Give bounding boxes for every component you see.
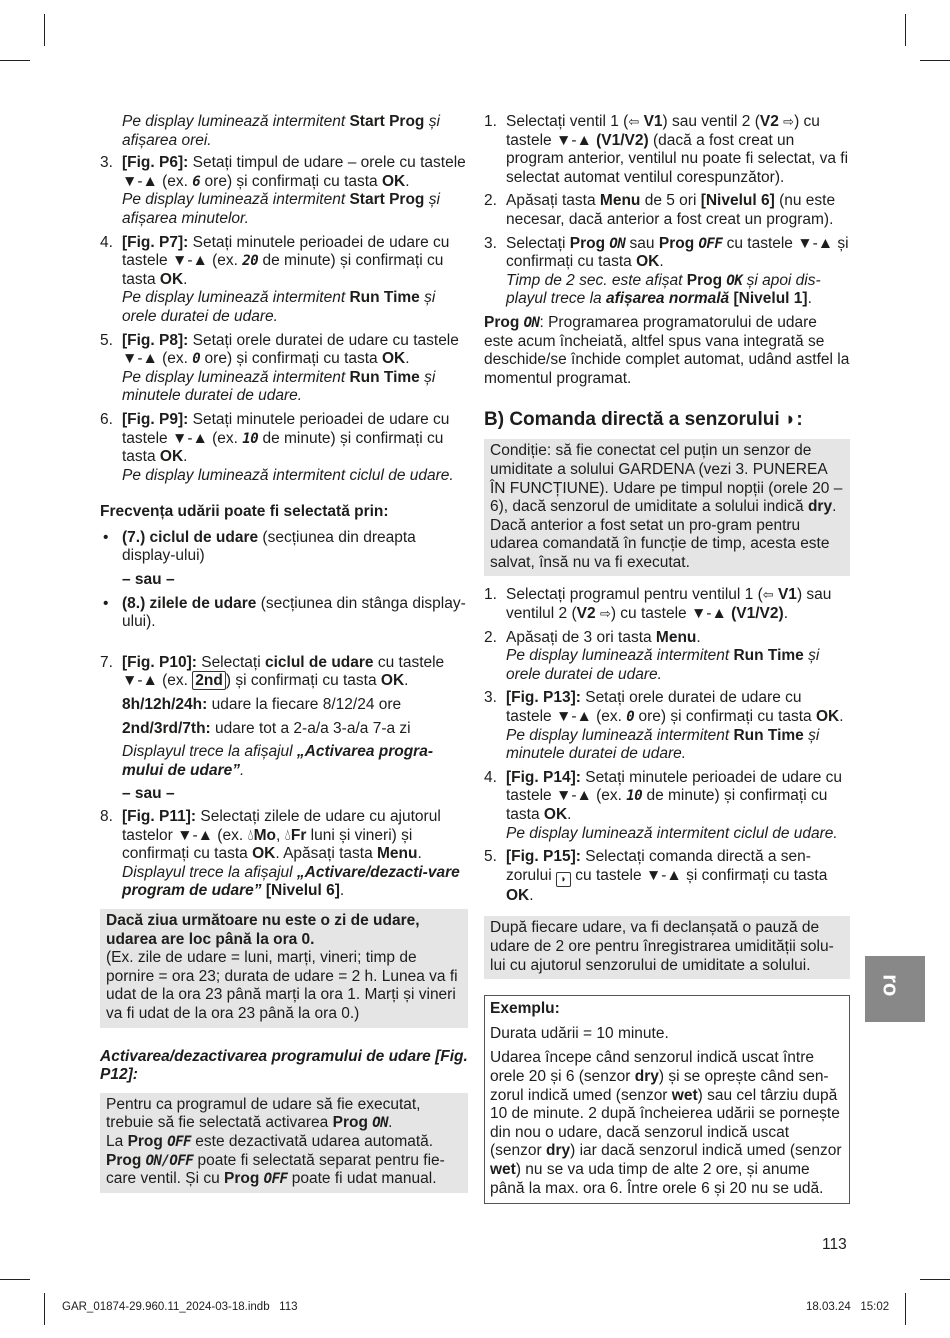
crop-mark (905, 14, 906, 46)
note-box-activation: Pentru ca programul de udare să fie executat, trebuie să fie selectată activarea Prog ON. La Prog OFF este dezactivată udarea automată. Prog ON/OFF poate fi selectată separat pentru fie-care ventil. Și cu Prog OFF poate fi udat manual. (100, 1093, 468, 1193)
sensor-button-icon: ◗ (556, 872, 571, 887)
sensor-step-4: 4. [Fig. P14]: Setați minutele perioadei de udare cu tastele ▼-▲ (ex. 10 de minute) și confirmați cu tasta OK. Pe display luminează intermitent ciclul de udare. (484, 768, 843, 842)
activation-heading: Activarea/dezactivarea programului de udare [Fig. P12]: (100, 1047, 468, 1084)
footer-date: 18.03.24 15:02 (806, 1301, 890, 1313)
bullet-days: • (8.) zilele de udare (secțiunea din stânga display-ului). (103, 594, 466, 631)
intro-note: Pe display luminează intermitent Start Prog și afișarea orei. (122, 113, 440, 149)
language-tab (865, 956, 925, 1022)
sensor-step-5: 5. [Fig. P15]: Selectați comanda directă a sen-zorului ◗ cu tastele ▼-▲ și confirmați cu tasta OK. (484, 848, 828, 904)
right-column (484, 113, 850, 1204)
step-4: 4. [Fig. P7]: Setați minutele perioadei de udare cu tastele ▼-▲ (ex. 20 de minute) și confirmați cu tasta OK. Pe display luminează intermitent Run Time și orele duratei de udare. (100, 233, 450, 325)
sensor-step-1: 1. Selectați programul pentru ventilul 1 (⇦ V1) sau ventilul 2 (V2 ⇨) cu tastele ▼-▲ (V1/V2). (484, 586, 832, 623)
or-separator: – sau – (122, 785, 175, 803)
crop-mark (920, 60, 950, 61)
valve-step-2: 2. Apăsați tasta Menu de 5 ori [Nivelul 6] (nu este necesar, dacă anterior a fost creat un program). (484, 192, 836, 228)
step-7: 7. [Fig. P10]: Selectați ciclul de udare cu tastele ▼-▲ (ex. 2nd ) și confirmați cu tasta OK. (100, 653, 445, 690)
drop-icon: 💧︎ (247, 826, 254, 844)
step-3: 3. [Fig. P6]: Setați timpul de udare – orele cu tastele ▼-▲ (ex. 6 ore) și confirmați cu tasta OK. Pe display luminează intermitent Start Prog și afișarea minutelor. (100, 154, 466, 227)
arrow-right-icon: ⇨ (599, 606, 611, 622)
note-box-midnight: Dacă ziua următoare nu este o zi de udare, udarea are loc până la ora 0. (Ex. zile de udare = luni, marți, vineri; timp de pornire = ora 23; durata de udare = 2 h. Lunea va fi udat de la ora 23 până marți la ora 1. Marți și vineri va fi udat de la ora 23 până la ora 0.) (100, 909, 468, 1028)
frequency-heading: Frecvența udării poate fi selectată prin: (100, 503, 389, 521)
option-days: 2nd/3rd/7th: udare tot a 2-a/a 3-a/a 7-a zi (122, 719, 411, 737)
crop-mark (0, 60, 30, 61)
left-column (100, 113, 468, 1193)
bullet-cycle: • (7.) ciclul de udare (secțiunea din dreapta display-ului) (103, 528, 416, 565)
valve-step-3: 3. Selectați Prog ON sau Prog OFF cu tastele ▼-▲ și confirmați cu tasta OK. Timp de 2 sec. este afișat Prog OK și apoi dis-playul trece la afișarea normală [Nivelul 1]. (484, 234, 849, 308)
footer-file: GAR_01874-29.960.11_2024-03-18.indb 113 (62, 1301, 298, 1313)
pause-note-box: După fiecare udare, va fi declanșată o pauză de udare de 2 ore pentru înregistrarea umidității solu-lui cu ajutorul senzorului de umiditate a solului. (484, 916, 850, 979)
crop-mark (44, 1293, 45, 1325)
sensor-step-3: 3. [Fig. P13]: Setați orele duratei de udare cu tastele ▼-▲ (ex. 0 ore) și confirmați cu tasta OK. Pe display luminează intermitent Run Time și minutele duratei de udare. (484, 689, 844, 763)
section-b-heading: B) Comanda directă a senzorului ◗: (484, 409, 803, 431)
display-note-7: Displayul trece la afișajul „Activarea progra-mului de udare”. (122, 743, 433, 779)
crop-mark (905, 1293, 906, 1325)
arrow-left-icon: ⇦ (762, 587, 774, 603)
sensor-icon: ◗ (784, 409, 797, 431)
arrow-right-icon: ⇨ (783, 114, 795, 129)
crop-mark (44, 14, 45, 46)
option-hours: 8h/12h/24h: udare la fiecare 8/12/24 ore (122, 696, 402, 714)
sensor-step-2: 2. Apăsați de 3 ori tasta Menu. Pe display luminează intermitent Run Time și orele duratei de udare. (484, 628, 820, 683)
page-number: 113 (822, 1236, 847, 1253)
condition-box: Condiție: să fie conectat cel puțin un senzor de umiditate a solului GARDENA (vezi 3. PUNEREA ÎN FUNCȚIUNE). Udare pe timpul nopții (orele 20 – 6), dacă senzorul de umiditate a solului indică dry. Dacă anterior a fost setat un pro-gram pentru udarea comandată în funcție de timp, acesta este salvat, însă nu va fi executat. (484, 439, 850, 576)
valve-step-1: 1. Selectați ventil 1 (⇦ V1) sau ventil 2 (V2 ⇨) cu tastele ▼-▲ (V1/V2) (dacă a fost creat un program anterior, ventilul nu poate fi selectat, va fi selectat automat ventilul corespunzător). (484, 113, 849, 186)
arrow-left-icon: ⇦ (628, 114, 640, 129)
step-8: 8. [Fig. P11]: Selectați zilele de udare cu ajutorul tastelor ▼-▲ (ex. 💧︎Mo, 💧︎Fr luni și vineri) și confirmați cu tasta OK. Apăsați tasta Menu. Displayul trece la afișajul „Activare/dezacti-vare program de udare” [Nivelul 6]. (100, 808, 460, 900)
or-separator: – sau – (122, 571, 175, 589)
prog-on-note: Prog ON: Programarea programatorului de udare este acum încheiată, altfel spus vana integrată se deschide/se închide complet automat, udând astfel la momentul programat. (484, 313, 850, 387)
step-6: 6. [Fig. P9]: Setați minutele perioadei de udare cu tastele ▼-▲ (ex. 10 de minute) și confirmați cu tasta OK. Pe display luminează intermitent ciclul de udare. (100, 410, 454, 484)
crop-mark (0, 1279, 30, 1280)
crop-mark (920, 1279, 950, 1280)
step-5: 5. [Fig. P8]: Setați orele duratei de udare cu tastele ▼-▲ (ex. 0 ore) și confirmați cu tasta OK. Pe display luminează intermitent Run Time și minutele duratei de udare. (100, 331, 459, 405)
drop-icon: 💧︎ (284, 826, 291, 844)
language-tab-label: ro (878, 974, 904, 997)
example-box: Exemplu: Durata udării = 10 minute. Udarea începe când senzorul indică uscat între orele 20 și 6 (senzor dry) și se oprește când sen-zorul indică umed (senzor wet) sau cel târziu după 10 de minute. 2 după încheierea udării se pornește din nou o udare, dacă senzorul indică uscat (senzor dry) iar dacă senzorul indică umed (senzor wet) nu se va uda timp de alte 2 ore, și anume până la max. ora 6. Între orele 6 și 20 nu se udă. (484, 995, 850, 1204)
